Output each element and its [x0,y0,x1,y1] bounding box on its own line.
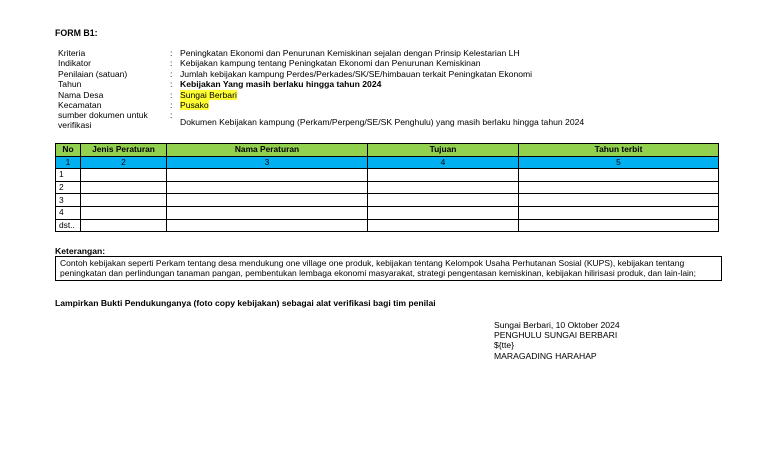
header-jenis-peraturan: Jenis Peraturan [81,144,167,157]
column-number: 5 [519,156,719,169]
meta-value: Peningkatan Ekonomi dan Penurunan Kemiskinan sejalan dengan Prinsip Kelestarian LH [180,48,520,58]
meta-row-kriteria [58,48,718,58]
row-no: dst.. [56,219,81,232]
peraturan-table [55,143,719,232]
header-tujuan: Tujuan [368,144,519,157]
cell-tahun-terbit[interactable] [519,206,719,219]
cell-tahun-terbit[interactable] [519,194,719,207]
table-row [56,194,719,207]
cell-tujuan[interactable] [368,219,519,232]
cell-jenis-peraturan[interactable] [81,169,167,182]
header-no: No [56,144,81,157]
meta-colon: : [170,89,173,100]
table-row [56,181,719,194]
cell-nama-peraturan[interactable] [167,169,368,182]
meta-colon: : [170,110,173,121]
row-no: 1 [56,169,81,182]
meta-row-kecamatan [58,100,718,110]
meta-colon: : [170,68,173,79]
meta-label: Kriteria [58,48,86,58]
cell-tahun-terbit[interactable] [519,169,719,182]
row-no: 2 [56,181,81,194]
header-tahun-terbit: Tahun terbit [519,144,719,157]
column-number: 4 [368,156,519,169]
cell-tujuan[interactable] [368,169,519,182]
cell-nama-peraturan[interactable] [167,194,368,207]
meta-label: Nama Desa [58,89,104,100]
signature-block [494,320,620,361]
cell-tujuan[interactable] [368,194,519,207]
form-metadata [58,48,718,132]
row-no: 3 [56,194,81,207]
meta-row-tahun [58,79,718,89]
sumber-label-line2: verifikasi [58,120,92,131]
table-row [56,219,719,232]
meta-row-indikator [58,58,718,68]
meta-value: Jumlah kebijakan kampung Perdes/Perkades/SK/SE/himbauan terkait Peningkatan Ekonomi [180,68,533,79]
meta-row-penilaian [58,69,718,79]
cell-tujuan[interactable] [368,181,519,194]
meta-value: Kebijakan kampung tentang Peningkatan Ekonomi dan Penurunan Kemiskinan [180,58,481,69]
meta-label: Tahun [58,79,82,90]
row-no: 4 [56,206,81,219]
lampiran-note: Lampirkan Bukti Pendukunganya (foto copy kebijakan) sebagai alat verifikasi bagi tim penilai [55,298,436,308]
cell-tahun-terbit[interactable] [519,181,719,194]
table-row [56,169,719,182]
meta-colon: : [170,58,173,69]
sumber-label-line1: sumber dokumen untuk [58,110,148,121]
keterangan-title: Keterangan: [55,246,106,256]
cell-nama-peraturan[interactable] [167,219,368,232]
table-header-row [56,144,719,157]
cell-tahun-terbit[interactable] [519,219,719,232]
meta-colon: : [170,79,173,90]
column-number: 3 [167,156,368,169]
signature-position: PENGHULU SUNGAI BERBARI [494,330,618,341]
keterangan-text: Contoh kebijakan seperti Perkam tentang desa mendukung one village one produk, kebijakan tentang Kelompok Usaha Perhutanan Sosial (KUPS), kebijakan tentang peningkatan dan perlindungan tanaman pangan, pembentukan lembaga ekonomi masyarakat, strategi pengentasan kemiskinan, kebijakan hilirisasi produk, dan lain-lain; [55,256,722,281]
meta-label: Kecamatan [58,100,102,111]
column-number: 1 [56,156,81,169]
nama-desa-value: Sungai Berbari [180,89,237,100]
meta-value: Kebijakan Yang masih berlaku hingga tahun 2024 [180,79,382,90]
cell-jenis-peraturan[interactable] [81,206,167,219]
column-number-row [56,156,719,169]
signature-name: MARAGADING HARAHAP [494,350,597,361]
meta-row-nama-desa [58,90,718,100]
meta-colon: : [170,100,173,111]
cell-jenis-peraturan[interactable] [81,219,167,232]
column-number: 2 [81,156,167,169]
table-row [56,206,719,219]
cell-jenis-peraturan[interactable] [81,181,167,194]
cell-tujuan[interactable] [368,206,519,219]
meta-label: Indikator [58,58,91,69]
cell-nama-peraturan[interactable] [167,206,368,219]
meta-colon: : [170,48,173,58]
header-nama-peraturan: Nama Peraturan [167,144,368,157]
meta-label [58,110,170,130]
cell-nama-peraturan[interactable] [167,181,368,194]
cell-jenis-peraturan[interactable] [81,194,167,207]
meta-row-sumber [58,110,718,132]
meta-label: Penilaian (satuan) [58,68,128,79]
signature-place-date: Sungai Berbari, 10 Oktober 2024 [494,320,620,330]
kecamatan-value: Pusako [180,100,209,111]
meta-value: Dokumen Kebijakan kampung (Perkam/Perpeng/SE/SK Penghulu) yang masih berlaku hingga tahun 2024 [180,117,585,128]
form-title: FORM B1: [55,28,98,38]
signature-tte: ${tte} [494,340,515,351]
